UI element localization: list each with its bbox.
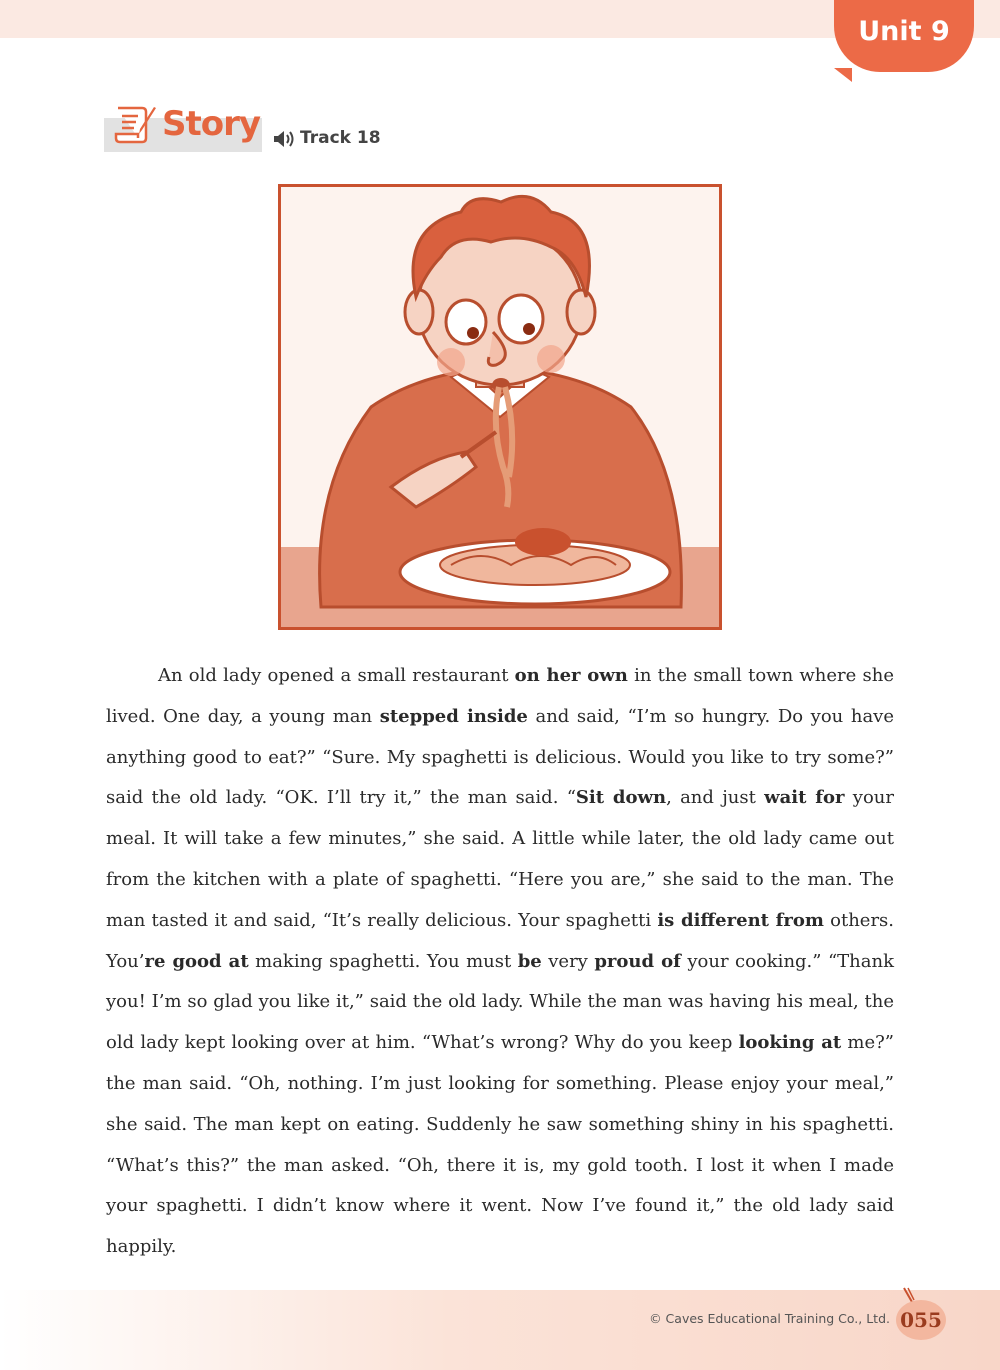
track-label: Track 18: [300, 128, 381, 148]
scroll-pen-icon: [112, 104, 158, 144]
key-phrase: wait for: [764, 787, 845, 809]
key-phrase: is different from: [657, 909, 824, 931]
story-illustration: [278, 184, 722, 630]
unit-label: Unit 9: [858, 16, 950, 47]
key-phrase: re good at: [144, 950, 249, 972]
story-paragraph: An old lady opened a small restaurant on her own in the small town where she lived. One day, a young man stepped inside and said, “I’m so hungry. Do you have anything good to eat?” “Sure. My spaghetti is delicious. Would you like to try some?” said the old lady. “OK. I’ll try it,” the man said. “Sit down, and just wait for your meal. It will take a few minutes,” she said. A little while later, the old lady came out from the kitchen with a plate of spaghetti. “Here you are,” she said to the man. The man tasted it and said, “It’s really delicious. Your spaghetti is different from others. You’re good at making spaghetti. You must be very proud of your cooking.” “Thank you! I’m so glad you like it,” said the old lady. While the man was having his meal, the old lady kept looking over at him. “What’s wrong? Why do you keep looking at me?” the man said. “Oh, nothing. I’m just looking for something. Please enjoy your meal,” she said. The man kept on eating. Suddenly he saw something shiny in his spaghetti. “What’s this?” the man asked. “Oh, there it is, my gold tooth. I lost it when I made your spaghetti. I didn’t know where it went. Now I’ve found it,” the old lady said happily.: [106, 665, 895, 1258]
section-title: Story: [162, 104, 261, 144]
speaker-icon[interactable]: [272, 129, 298, 149]
key-phrase: looking at: [738, 1032, 842, 1054]
story-text: [106, 656, 894, 1268]
key-phrase: Sit down: [575, 787, 667, 809]
footer-band: [0, 1290, 1000, 1370]
spaghetti-man-image: [281, 187, 719, 627]
key-phrase: be: [517, 950, 542, 972]
copyright: © Caves Educational Training Co., Ltd.: [649, 1311, 890, 1326]
key-phrase: stepped inside: [379, 705, 528, 727]
page-number: 055: [896, 1300, 946, 1340]
key-phrase: proud of: [594, 950, 681, 972]
key-phrase: on her own: [514, 665, 628, 686]
